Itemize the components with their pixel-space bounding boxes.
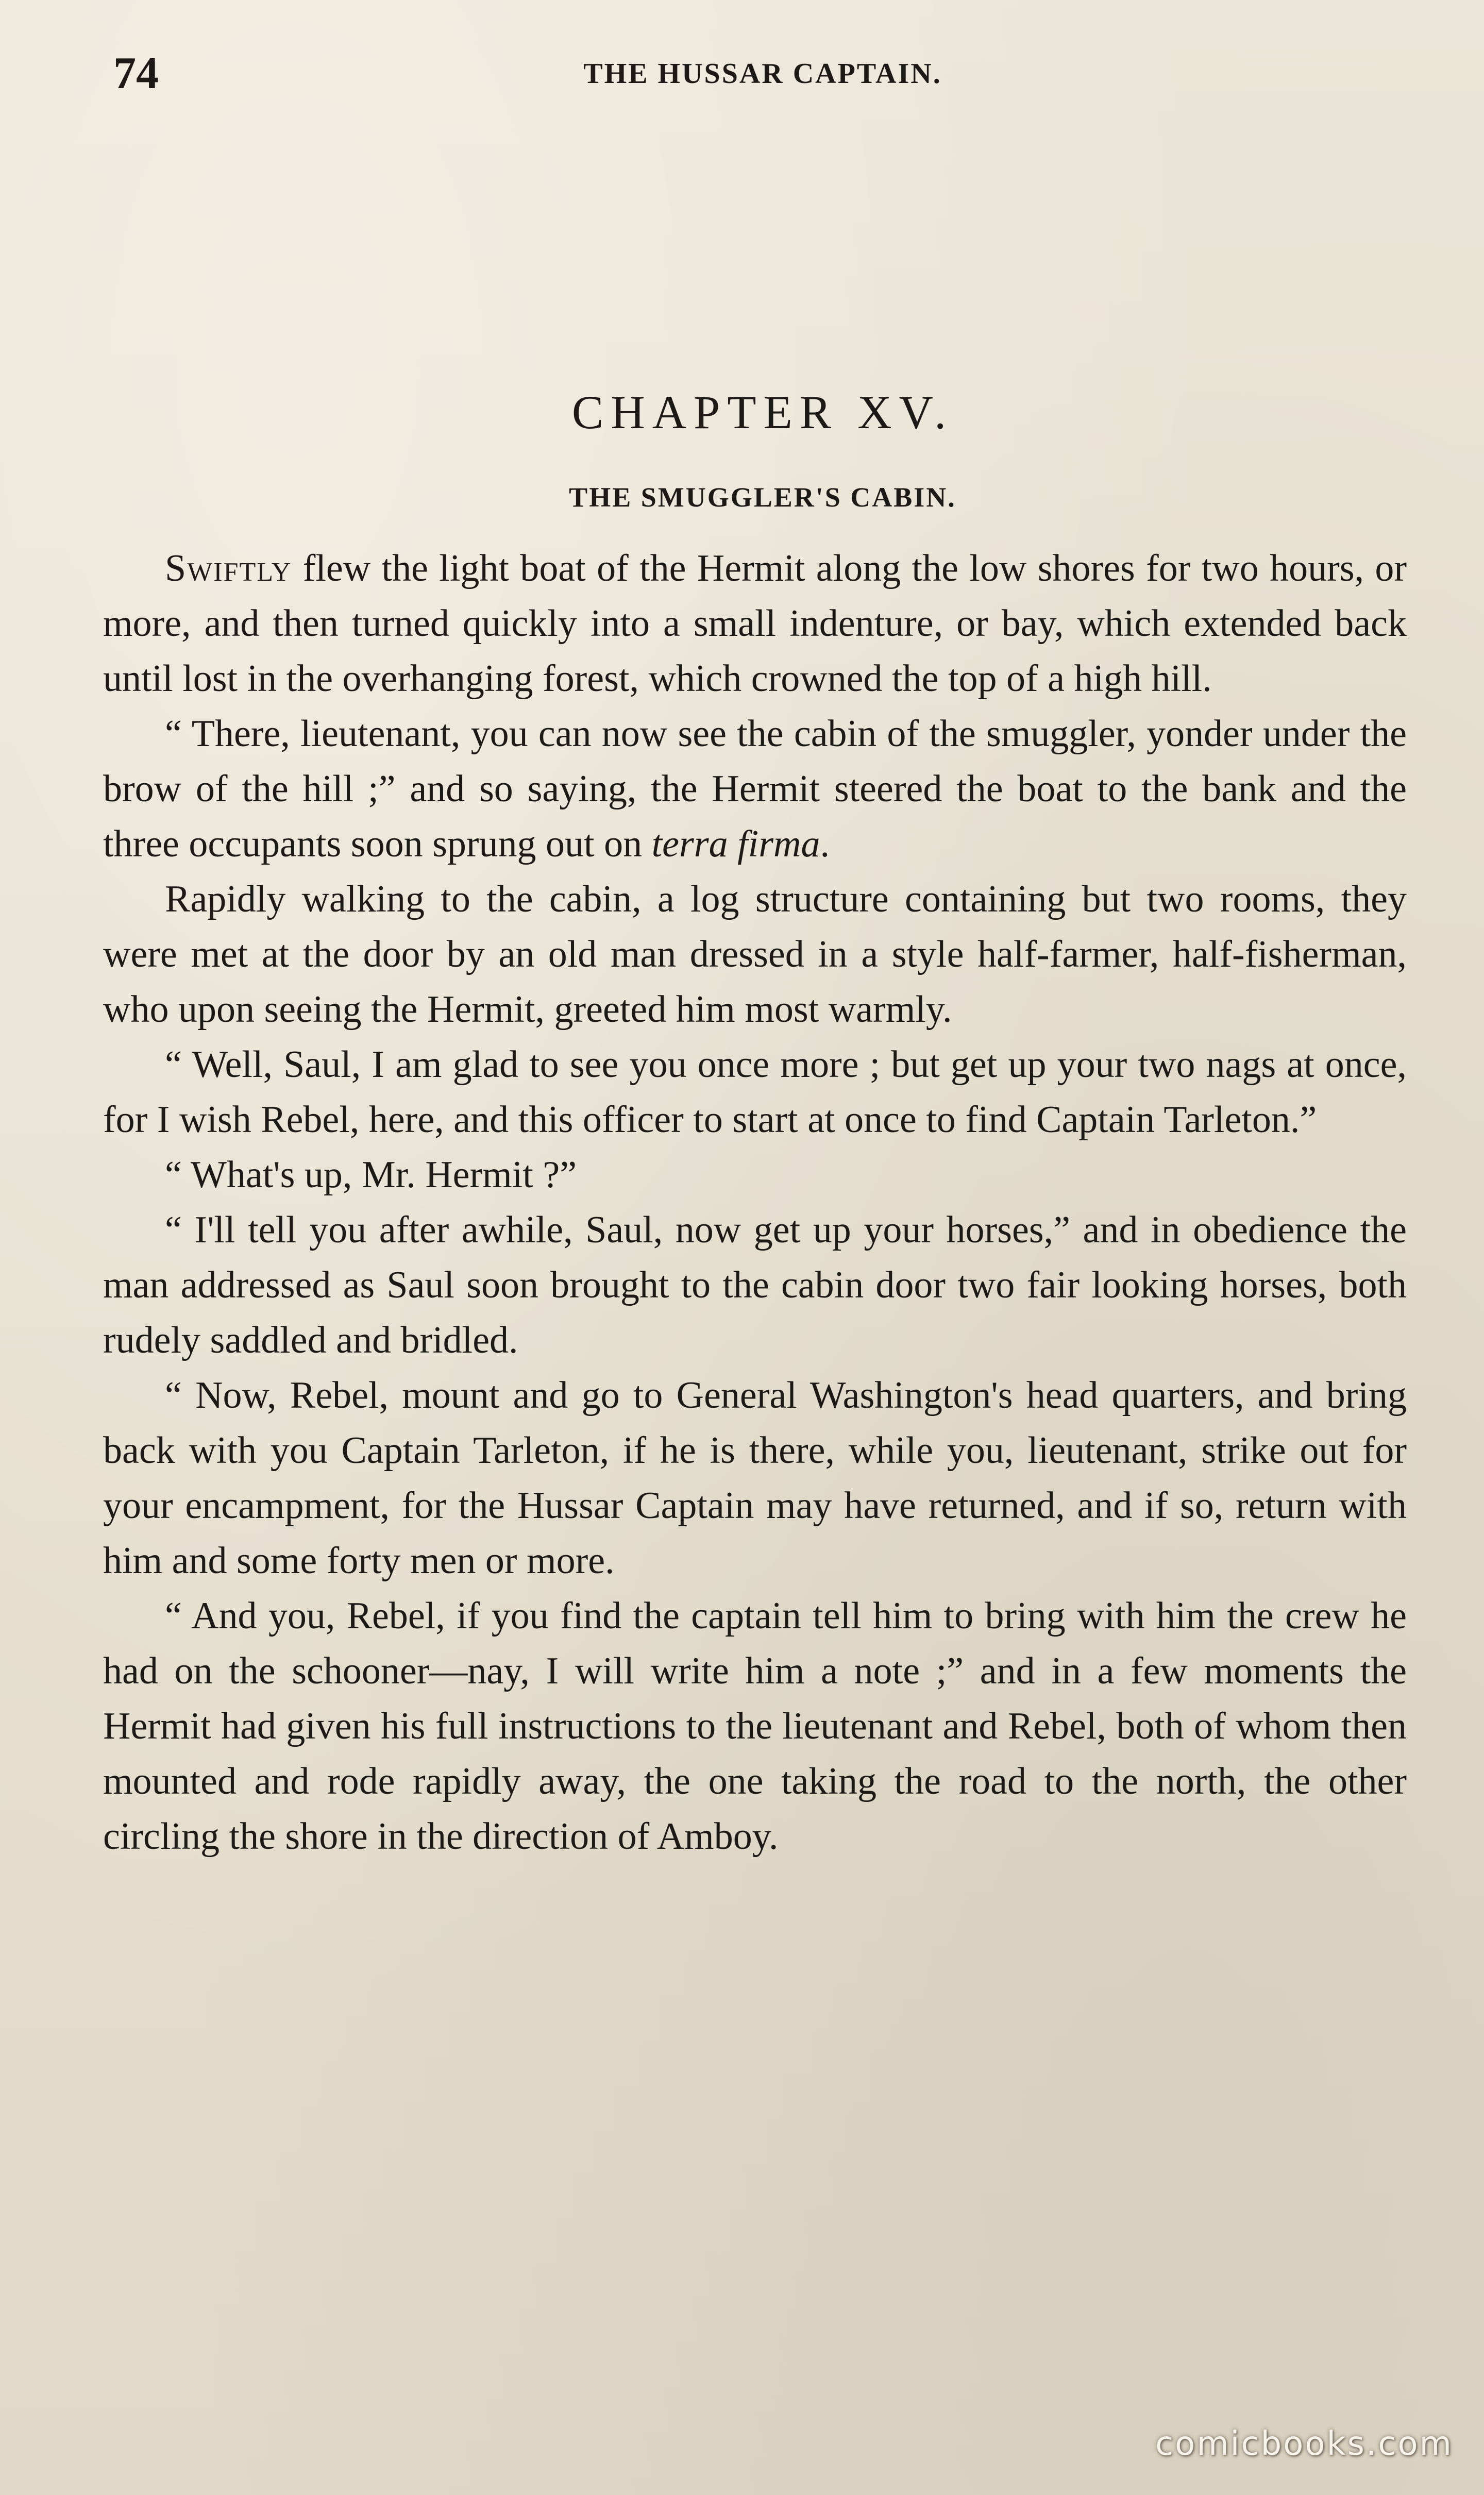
paragraph-1 xyxy=(103,541,1407,706)
lead-word: Swiftly xyxy=(165,547,292,589)
italic-phrase: terra firma xyxy=(651,823,820,865)
paragraph-text: flew the light boat of the Hermit along the low shores for two hours, or more, and then turned quickly into a small indenture, or bay, which extended back until lost in the overhanging forest, which crowned the top of a high hill. xyxy=(103,547,1407,700)
paragraph-text: “ What's up, Mr. Hermit ?” xyxy=(165,1154,577,1196)
paragraph-7 xyxy=(103,1368,1407,1589)
page-header xyxy=(113,45,1412,102)
paragraph-text: “ Well, Saul, I am glad to see you once more ; but get up your two nags at once, for I wish Rebel, here, and this officer to start at once to find Captain Tarleton.” xyxy=(103,1043,1407,1141)
paragraph-5 xyxy=(103,1148,1407,1203)
paragraph-3 xyxy=(103,872,1407,1037)
paragraph-2 xyxy=(103,706,1407,872)
watermark: comicbooks.com xyxy=(1155,2425,1453,2463)
paragraph-text: “ There, lieutenant, you can now see the cabin of the smuggler, yonder under the brow of the hill ;” and so saying, the Hermit steered the boat to the bank and the three occupants soon sprung out on xyxy=(103,713,1407,865)
running-head: THE HUSSAR CAPTAIN. xyxy=(583,58,942,90)
page-number: 74 xyxy=(113,48,159,98)
paragraph-6 xyxy=(103,1203,1407,1368)
paragraph-text-end: . xyxy=(820,823,830,865)
paragraph-text: “ I'll tell you after awhile, Saul, now get up your horses,” and in obedience the man addressed as Saul soon brought to the cabin door two fair looking horses, both rudely saddled and bridled. xyxy=(103,1209,1407,1361)
paragraph-text: “ Now, Rebel, mount and go to General Washington's head quarters, and bring back with you Captain Tarleton, if he is there, while you, lieutenant, strike out for your encampment, for the Hussar Captain may have returned, and if so, return with him and some forty men or more. xyxy=(103,1374,1407,1582)
body-text xyxy=(103,541,1407,1864)
section-title: THE SMUGGLER'S CABIN. xyxy=(569,482,956,513)
paragraph-text: “ And you, Rebel, if you find the captain tell him to bring with him the crew he had on the schooner—nay, I will write him a note ;” and in a few moments the Hermit had given his full instructions to the lieutenant and Rebel, both of whom then mounted and rode rapidly away, the one taking the road to the north, the other circling the shore in the direction of Amboy. xyxy=(103,1595,1407,1858)
paragraph-text: Rapidly walking to the cabin, a log structure containing but two rooms, they were met at the door by an old man dressed in a style half-farmer, half-fisherman, who upon seeing the Hermit, greeted him most warmly. xyxy=(103,878,1407,1031)
paragraph-4 xyxy=(103,1037,1407,1148)
paragraph-8 xyxy=(103,1589,1407,1864)
chapter-title: CHAPTER XV. xyxy=(571,386,954,439)
